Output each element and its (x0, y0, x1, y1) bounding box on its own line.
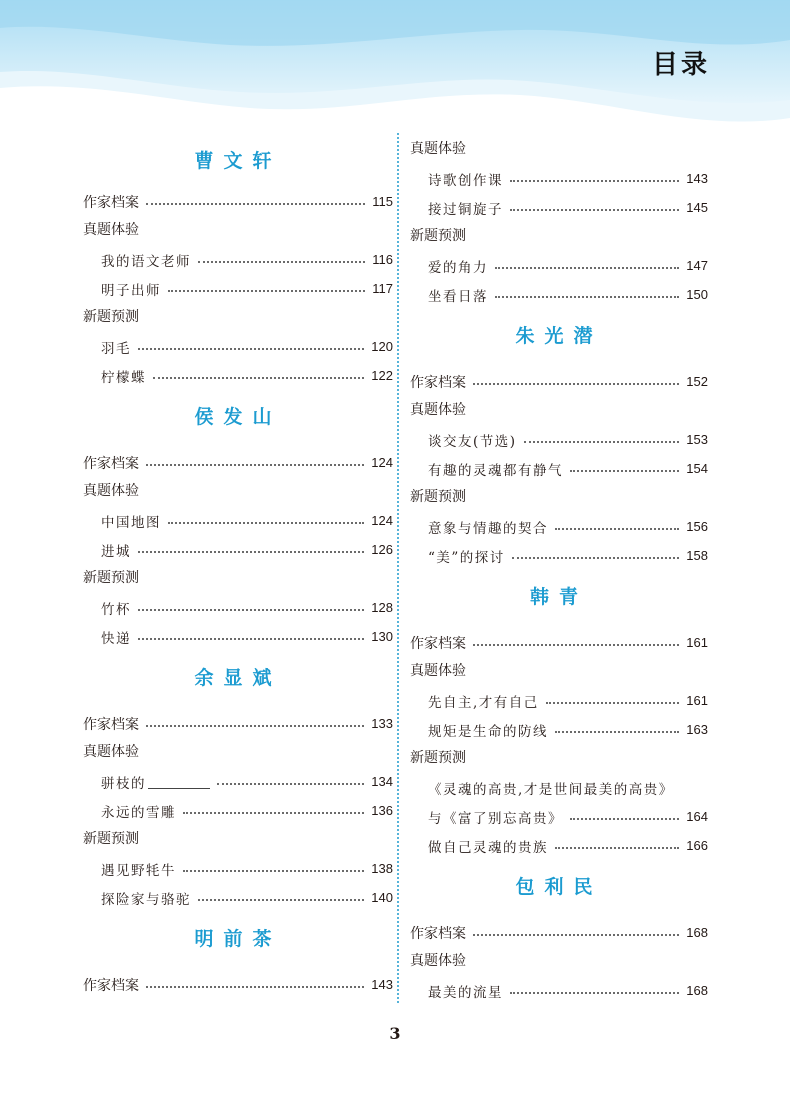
author-heading: 明前茶 (194, 928, 282, 950)
dot-leader (146, 464, 364, 466)
dot-leader (512, 557, 679, 559)
toc-entry[interactable] (83, 245, 393, 274)
toc-entry[interactable] (83, 767, 393, 796)
dot-leader (146, 203, 365, 205)
toc-page-number: 134 (371, 774, 393, 789)
toc-page-number: 126 (371, 542, 393, 557)
toc-page-number: 156 (686, 519, 708, 534)
toc-page-number: 117 (372, 281, 393, 296)
toc-entry[interactable] (83, 883, 393, 912)
toc-entry-label: 与《富了别忘高贵》 (428, 810, 563, 827)
dot-leader (183, 812, 364, 814)
dot-leader (510, 180, 679, 182)
toc-entry-label: 骈枝的 (101, 775, 146, 792)
toc-entry-label: 诗歌创作课 (428, 172, 503, 189)
toc-entry-label: 探险家与骆驼 (101, 891, 191, 908)
toc-entry-label: 作家档案 (410, 925, 466, 942)
toc-entry-label: 接过铜旋子 (428, 201, 503, 218)
toc-entry[interactable] (410, 367, 708, 396)
toc-page-number: 140 (371, 890, 393, 905)
toc-entry-label: 进城 (101, 543, 131, 560)
toc-entry[interactable] (410, 512, 708, 541)
toc-entry-continued[interactable] (410, 773, 708, 802)
toc-entry[interactable] (410, 831, 708, 860)
toc-page-number: 166 (686, 838, 708, 853)
toc-entry-label: 爱的角力 (428, 259, 488, 276)
dot-leader (555, 847, 679, 849)
dot-leader (555, 731, 679, 733)
toc-page-number: 153 (686, 432, 708, 447)
dot-leader (153, 377, 364, 379)
dot-leader (183, 870, 364, 872)
toc-entry-label: 坐看日落 (428, 288, 488, 305)
toc-entry-label: 作家档案 (410, 374, 466, 391)
toc-entry[interactable] (83, 970, 393, 999)
toc-entry-label: 柠檬蝶 (101, 369, 146, 386)
toc-entry-label: 遇见野牦牛 (101, 862, 176, 879)
dot-leader (546, 702, 680, 704)
toc-entry[interactable] (83, 448, 393, 477)
dot-leader (495, 267, 679, 269)
toc-entry[interactable] (83, 332, 393, 361)
toc-entry[interactable] (410, 425, 708, 454)
toc-column-left (83, 135, 393, 999)
toc-entry-label: 竹杯 (101, 601, 131, 618)
toc-page-number: 150 (686, 287, 708, 302)
dot-leader (217, 783, 364, 785)
dot-leader (198, 899, 364, 901)
dot-leader (138, 638, 364, 640)
toc-page-number: 168 (686, 983, 708, 998)
toc-entry[interactable] (83, 709, 393, 738)
toc-page-number: 120 (371, 339, 393, 354)
author-heading: 韩青 (529, 586, 588, 608)
toc-entry[interactable] (410, 251, 708, 280)
dot-leader (473, 644, 679, 646)
section-heading: 真题体验 (83, 483, 139, 499)
toc-page-number: 158 (686, 548, 708, 563)
toc-page-number: 115 (372, 194, 393, 209)
toc-entry[interactable] (410, 280, 708, 309)
toc-entry[interactable] (83, 187, 393, 216)
toc-page-number: 161 (686, 635, 708, 650)
dot-leader (168, 290, 365, 292)
dot-leader (495, 296, 679, 298)
toc-entry-label: 作家档案 (410, 635, 466, 652)
dot-leader (146, 986, 364, 988)
toc-page-number: 161 (686, 693, 708, 708)
toc-entry[interactable] (83, 622, 393, 651)
section-heading: 真题体验 (410, 402, 466, 418)
dot-leader (198, 261, 365, 263)
dot-leader (473, 934, 679, 936)
toc-entry[interactable] (410, 918, 708, 947)
toc-page-number: 133 (371, 716, 393, 731)
toc-page-number: 143 (371, 977, 393, 992)
dot-leader (138, 348, 364, 350)
toc-entry[interactable] (83, 593, 393, 622)
toc-page-number: 136 (371, 803, 393, 818)
author-heading: 曹文轩 (194, 150, 282, 172)
dot-leader (570, 818, 679, 820)
toc-entry[interactable] (410, 802, 708, 831)
toc-entry-label: 谈交友(节选) (428, 433, 517, 450)
fill-in-blank (148, 774, 210, 789)
toc-entry[interactable] (83, 796, 393, 825)
toc-entry-label: 有趣的灵魂都有静气 (428, 462, 563, 479)
dot-leader (138, 609, 364, 611)
toc-page-number: 128 (371, 600, 393, 615)
toc-entry[interactable] (410, 686, 708, 715)
toc-page-number: 143 (686, 171, 708, 186)
toc-entry-label: 作家档案 (83, 716, 139, 733)
section-heading: 新题预测 (83, 309, 139, 325)
dot-leader (510, 992, 679, 994)
toc-entry-label: 《灵魂的高贵,才是世间最美的高贵》 (428, 781, 674, 798)
toc-page-number: 116 (372, 252, 393, 267)
toc-page-number: 138 (371, 861, 393, 876)
toc-page-number: 124 (371, 513, 393, 528)
dot-leader (524, 441, 680, 443)
toc-entry[interactable] (83, 274, 393, 303)
author-heading: 包利民 (515, 876, 603, 898)
toc-page-number: 154 (686, 461, 708, 476)
page-title: 目录 (651, 50, 710, 80)
toc-page-number: 152 (686, 374, 708, 389)
page-number: 3 (389, 1024, 401, 1043)
toc-entry[interactable] (410, 628, 708, 657)
dot-leader (570, 470, 679, 472)
toc-entry[interactable] (410, 164, 708, 193)
toc-entry[interactable] (83, 361, 393, 390)
toc-page-number: 163 (686, 722, 708, 737)
section-heading: 新题预测 (83, 570, 139, 586)
author-heading: 朱光潜 (515, 325, 603, 347)
toc-page-number: 145 (686, 200, 708, 215)
dot-leader (168, 522, 364, 524)
dot-leader (138, 551, 364, 553)
toc-entry-label: 快递 (101, 630, 131, 647)
toc-entry-label: 永远的雪雕 (101, 804, 176, 821)
author-heading: 侯发山 (194, 406, 282, 428)
toc-page-number: 122 (371, 368, 393, 383)
section-heading: 真题体验 (410, 141, 466, 157)
toc-entry-label: 作家档案 (83, 194, 139, 211)
toc-entry-label: 最美的流星 (428, 984, 503, 1001)
toc-entry-label: 羽毛 (101, 340, 131, 357)
toc-page-number: 124 (371, 455, 393, 470)
section-heading: 新题预测 (410, 489, 466, 505)
section-heading: 真题体验 (83, 744, 139, 760)
toc-entry[interactable] (410, 976, 708, 1005)
toc-entry-label: 作家档案 (83, 455, 139, 472)
toc-entry-label: 先自主,才有自己 (428, 694, 539, 711)
toc-entry-label: 明子出师 (101, 282, 161, 299)
author-heading: 余显斌 (194, 667, 282, 689)
toc-entry-label: 作家档案 (83, 977, 139, 994)
column-divider (397, 133, 399, 1003)
section-heading: 新题预测 (410, 228, 466, 244)
toc-entry-label: “美”的探讨 (428, 549, 505, 566)
toc-entry[interactable] (83, 854, 393, 883)
toc-entry[interactable] (83, 506, 393, 535)
toc-entry[interactable] (410, 193, 708, 222)
toc-entry-label: 意象与情趣的契合 (428, 520, 548, 537)
toc-entry-label: 做自己灵魂的贵族 (428, 839, 548, 856)
dot-leader (146, 725, 364, 727)
section-heading: 真题体验 (83, 222, 139, 238)
toc-entry[interactable] (410, 541, 708, 570)
toc-page-number: 130 (371, 629, 393, 644)
toc-entry-label: 我的语文老师 (101, 253, 191, 270)
toc-entry[interactable] (410, 454, 708, 483)
toc-entry-label: 中国地图 (101, 514, 161, 531)
toc-entry-label: 规矩是生命的防线 (428, 723, 548, 740)
dot-leader (510, 209, 679, 211)
dot-leader (473, 383, 679, 385)
section-heading: 新题预测 (410, 750, 466, 766)
toc-entry[interactable] (83, 535, 393, 564)
toc-entry[interactable] (410, 715, 708, 744)
section-heading: 新题预测 (83, 831, 139, 847)
toc-column-right (410, 135, 708, 1005)
section-heading: 真题体验 (410, 663, 466, 679)
dot-leader (555, 528, 679, 530)
toc-page-number: 168 (686, 925, 708, 940)
section-heading: 真题体验 (410, 953, 466, 969)
toc-page-number: 164 (686, 809, 708, 824)
toc-page-number: 147 (686, 258, 708, 273)
